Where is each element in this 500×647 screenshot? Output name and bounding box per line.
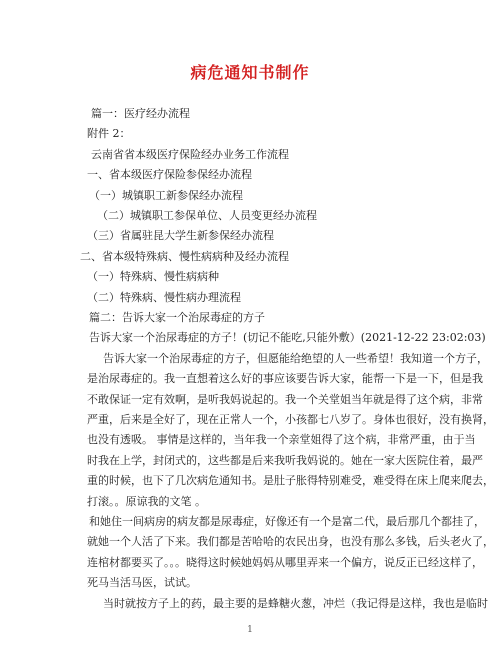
paragraph-line: 就她一个人活了下来。我们都是苦哈哈的农民出身，也没有那么多钱，后头老火了，: [87, 535, 494, 549]
article-headline: 告诉大家一个治尿毒症的方子！(切记不能吃,只能外敷）(2021-12-22 23:02:03): [89, 331, 486, 345]
paragraph-line: 重的时候，也下了几次病危通知书。是肚子胀得特别难受，难受得在床上爬来爬去，: [87, 474, 494, 488]
paragraph-line: 和她住一间病房的病友都是尿毒症，好像还有一个是富二代，最后那几个都挂了，: [89, 515, 485, 528]
outline-line: （二）特殊病、慢性病办理流程: [87, 290, 241, 304]
paragraph-line: 告诉大家一个治尿毒症的方子，但愿能给绝望的人一些希望！我知道一个方子，: [103, 351, 488, 365]
paragraph-line: 死马当活马医，试试。: [87, 576, 197, 590]
paragraph-line: 连棺材都要买了。。。晓得这时候她妈妈从哪里弄来一个偏方，说反正已经这样了，: [87, 555, 483, 569]
document-title: 病危通知书制作: [190, 63, 310, 82]
outline-line: 二、省本级特殊病、慢性病病种及经办流程: [80, 249, 289, 263]
paragraph-line: 打滚。。原谅我的文笔 。: [87, 494, 206, 508]
paragraph-line: 是治尿毒症的。我一直想着这么好的事应该要告诉大家，能帮一下是一下，但是我: [87, 372, 483, 386]
page-number: 1: [247, 625, 253, 635]
outline-line: 附件 2：: [87, 127, 131, 141]
paragraph-line: 时我在上学，封闭式的，这些都是后来我听我妈说的。她在一家大医院住着，最严: [87, 453, 483, 467]
paragraph-line: 严重，后来是全好了，现在正常人一个，小孩都七八岁了。身体也很好，没有换肾，: [87, 413, 494, 426]
outline-line: （一）特殊病、慢性病病种: [87, 270, 219, 284]
outline-line: （三）省属驻昆大学生新参保经办流程: [87, 229, 274, 243]
outline-line: （一）城镇职工新参保经办流程: [89, 188, 243, 202]
outline-line: 篇一：医疗经办流程: [91, 107, 190, 120]
paragraph-line: 不敢保证一定有效啊，是听我妈说起的。我一个关堂姐当年就是得了这个病，非常: [87, 392, 483, 406]
paragraph-line: 也没有透吸。 事情是这样的，当年我一个亲堂姐得了这个病，非常严重，由于当: [87, 433, 476, 447]
paragraph-line: 当时就按方子上的药，最主要的是蜂糖火葱，冲烂（我记得是这样，我也是临时: [103, 596, 488, 610]
outline-line: 篇二：告诉大家一个治尿毒症的方子: [89, 311, 265, 324]
outline-line: 一、省本级医疗保险参保经办流程: [87, 168, 252, 182]
outline-line: 云南省省本级医疗保险经办业务工作流程: [91, 147, 289, 161]
outline-line: （二）城镇职工参保单位、人员变更经办流程: [97, 209, 317, 222]
